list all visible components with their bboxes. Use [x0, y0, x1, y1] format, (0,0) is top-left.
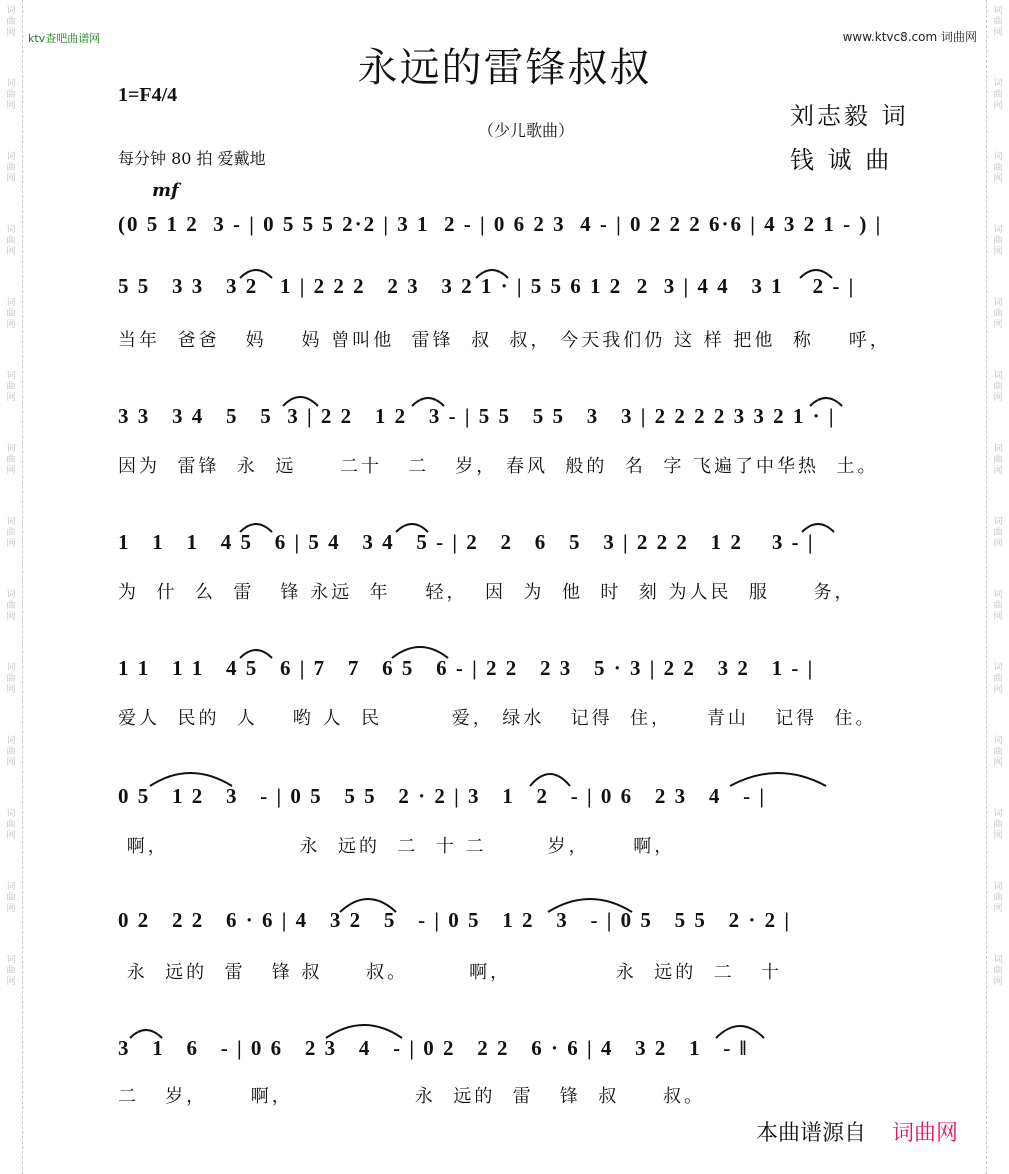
site-watermark-left: ktv查吧曲谱网	[28, 32, 101, 45]
line-notes: 0 2 2 2 6 · 6 | 4 3 2 5 - | 0 5 1 2 3 - | 0 5 5 5 2 · 2 |	[118, 908, 791, 932]
watermark-text: 词曲网	[6, 79, 16, 111]
watermark-text: 词曲网	[993, 298, 1003, 330]
watermark-text: 词曲网	[993, 809, 1003, 841]
watermark-text: 词曲网	[993, 517, 1003, 549]
watermark-text: 词曲网	[6, 444, 16, 476]
slur-arc	[396, 524, 428, 532]
line-lyrics: 爱人 民的 人 哟 人 民 爱， 绿水 记得 住， 青山 记得 住。	[118, 708, 877, 729]
slur-arc	[283, 397, 318, 406]
watermark-text: 词曲网	[6, 882, 16, 914]
source-label: 本曲谱源自	[756, 1121, 867, 1146]
watermark-text: 词曲网	[6, 152, 16, 184]
watermark-text: 词曲网	[6, 955, 16, 987]
dynamic-mark: mf	[152, 180, 179, 201]
line-lyrics: 二 岁， 啊， 永 远的 雷 锋 叔 叔。	[118, 1086, 705, 1107]
slur-arc	[130, 1030, 162, 1038]
key-signature: 1=F4/4	[118, 84, 178, 106]
watermark-text: 词曲网	[993, 590, 1003, 622]
watermark-text: 词曲网	[993, 79, 1003, 111]
line-lyrics: 永 远的 雷 锋 叔 叔。 啊， 永 远的 二 十	[118, 962, 782, 983]
watermark-text: 词曲网	[6, 736, 16, 768]
slur-arc	[240, 270, 272, 278]
slur-arc	[340, 899, 396, 912]
song-title: 永远的雷锋叔叔	[357, 45, 652, 91]
slur-arc	[548, 899, 632, 912]
line-notes: 0 5 1 2 3 - | 0 5 5 5 2 · 2 | 3 1 2 - | 0 6 2 3 4 - |	[118, 784, 766, 808]
intro-notes: (0 5 1 2 3 - | 0 5 5 5 2·2 | 3 1 2 - | 0 6 2 3 4 - | 0 2 2 2 6·6 | 4 3 2 1 - ) |	[118, 212, 883, 236]
line-lyrics: 因为 雷锋 永 远 二十 二 岁， 春风 般的 名 字 飞遍了中华热 土。	[118, 456, 879, 477]
composer-credit: 钱 诚 曲	[790, 146, 893, 174]
line-notes: 5 5 3 3 3 2 1 | 2 2 2 2 3 3 2 1 · | 5 5 6 1 2 2 3 | 4 4 3 1 2 - |	[118, 274, 856, 298]
slur-arc	[730, 773, 826, 786]
watermark-text: 词曲网	[6, 225, 16, 257]
watermark-text: 词曲网	[993, 225, 1003, 257]
watermark-text: 词曲网	[6, 663, 16, 695]
watermark-text: 词曲网	[993, 736, 1003, 768]
slur-arc	[326, 1025, 402, 1038]
source-site: 词曲网	[892, 1121, 959, 1146]
line-notes: 1 1 1 1 4 5 6 | 7 7 6 5 6 - | 2 2 2 3 5 · 3 | 2 2 3 2 1 - |	[118, 656, 815, 680]
slur-arc	[412, 398, 444, 406]
slur-arc	[150, 773, 232, 786]
watermark-text: 词曲网	[6, 517, 16, 549]
slur-arc	[240, 524, 272, 532]
watermark-text: 词曲网	[993, 6, 1003, 38]
slur-arc	[802, 524, 834, 532]
watermark-text: 词曲网	[993, 663, 1003, 695]
watermark-text: 词曲网	[6, 590, 16, 622]
tempo-marking: 每分钟 80 拍 爱戴地	[118, 149, 266, 168]
lyricist-credit: 刘志毅 词	[790, 102, 909, 130]
slur-arc	[800, 270, 832, 278]
watermark-text: 词曲网	[993, 882, 1003, 914]
watermark-text: 词曲网	[993, 444, 1003, 476]
watermark-text: 词曲网	[993, 152, 1003, 184]
watermark-text: 词曲网	[6, 6, 16, 38]
slur-arc	[476, 270, 508, 278]
line-notes: 3 3 3 4 5 5 3 | 2 2 1 2 3 - | 5 5 5 5 3 3 | 2 2 2 2 3 3 2 1 · |	[118, 404, 836, 428]
site-watermark-right: www.ktvc8.com 词曲网	[842, 30, 977, 44]
line-notes: 1 1 1 4 5 6 | 5 4 3 4 5 - | 2 2 6 5 3 | 2 2 2 1 2 3 - |	[118, 530, 815, 554]
line-lyrics: 啊， 永 远的 二 十 二 岁， 啊，	[118, 836, 676, 857]
watermark-text: 词曲网	[993, 371, 1003, 403]
slur-arc	[716, 1026, 764, 1038]
watermark-text: 词曲网	[993, 955, 1003, 987]
line-notes: 3 1 6 - | 0 6 2 3 4 - | 0 2 2 2 6 · 6 | 4 3 2 1 - ‖	[118, 1036, 749, 1060]
song-genre: （少儿歌曲）	[478, 121, 575, 140]
watermark-text: 词曲网	[6, 298, 16, 330]
slur-arc	[530, 774, 570, 786]
slur-arc	[240, 650, 272, 658]
watermark-text: 词曲网	[6, 809, 16, 841]
line-lyrics: 为 什 么 雷 锋 永远 年 轻， 因 为 他 时 刻 为人民 服 务，	[118, 582, 856, 603]
slur-arc	[810, 398, 842, 406]
slur-arc	[392, 647, 448, 658]
line-lyrics: 当年 爸爸 妈 妈 曾叫他 雷锋 叔 叔， 今天我们仍 这 样 把他 称 呼，	[118, 330, 891, 351]
watermark-text: 词曲网	[6, 371, 16, 403]
